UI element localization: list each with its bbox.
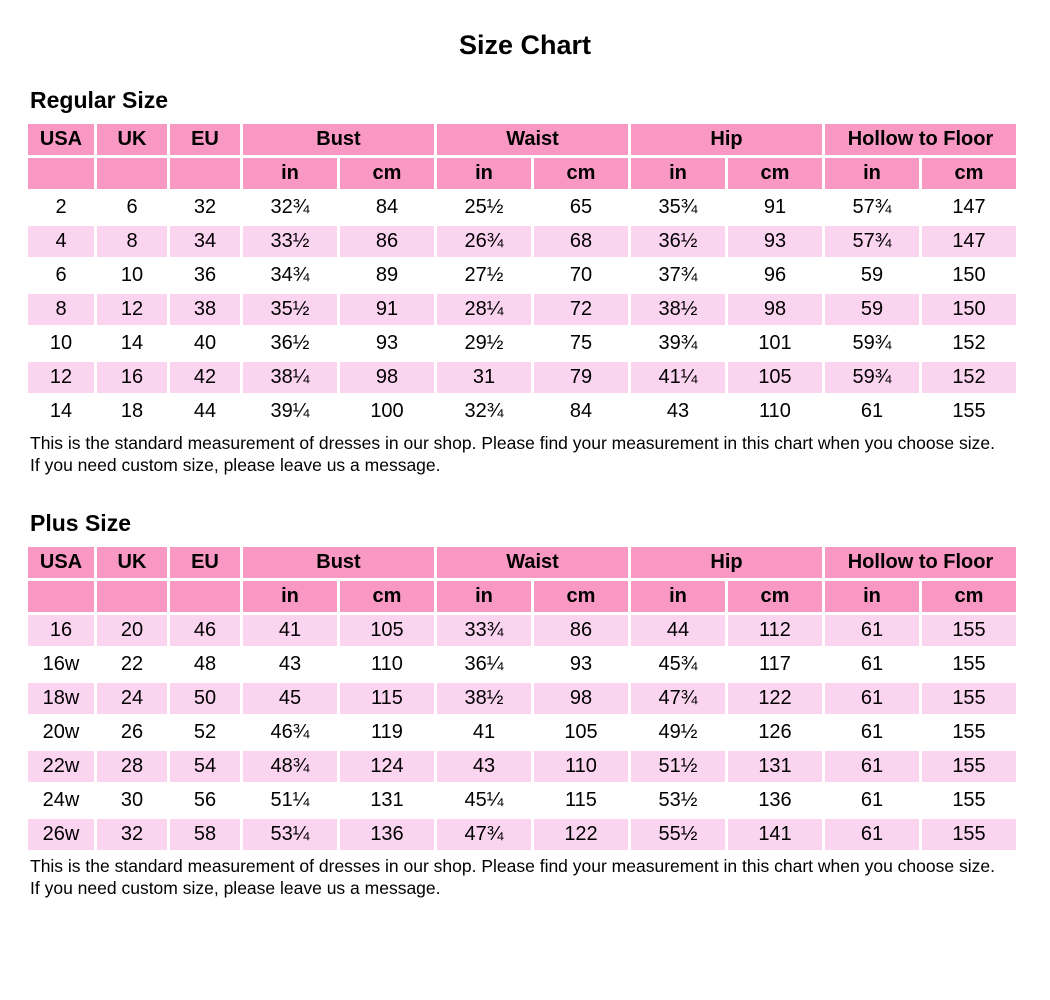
table-header-row bbox=[28, 124, 1016, 155]
table-cell: 45 bbox=[243, 683, 337, 714]
table-cell: 56 bbox=[170, 785, 240, 816]
table-cell: 26 bbox=[97, 717, 167, 748]
unit-header-in: in bbox=[825, 581, 919, 612]
table-cell: 61 bbox=[825, 751, 919, 782]
regular-size-section bbox=[0, 61, 1050, 476]
table-cell: 115 bbox=[340, 683, 434, 714]
unit-header-cm: cm bbox=[534, 158, 628, 189]
table-cell: 115 bbox=[534, 785, 628, 816]
plus-size-section bbox=[0, 476, 1050, 899]
regular-size-heading: Regular Size bbox=[30, 87, 169, 113]
table-cell: 86 bbox=[340, 226, 434, 257]
table-row bbox=[28, 785, 1016, 816]
col-header-eu: EU bbox=[170, 547, 240, 578]
table-cell: 155 bbox=[922, 819, 1016, 850]
table-cell: 46 bbox=[170, 615, 240, 646]
table-row bbox=[28, 260, 1016, 291]
table-cell: 155 bbox=[922, 717, 1016, 748]
table-cell: 147 bbox=[922, 192, 1016, 223]
empty-header-cell bbox=[170, 581, 240, 612]
table-cell: 122 bbox=[728, 683, 822, 714]
table-cell: 100 bbox=[340, 396, 434, 427]
unit-header-cm: cm bbox=[340, 581, 434, 612]
table-cell: 34 bbox=[170, 226, 240, 257]
table-cell: 53½ bbox=[631, 785, 725, 816]
table-cell: 25½ bbox=[437, 192, 531, 223]
table-cell: 43 bbox=[631, 396, 725, 427]
table-cell: 14 bbox=[28, 396, 94, 427]
table-cell: 22w bbox=[28, 751, 94, 782]
col-header-uk: UK bbox=[97, 547, 167, 578]
table-cell: 72 bbox=[534, 294, 628, 325]
table-cell: 22 bbox=[97, 649, 167, 680]
table-row bbox=[28, 396, 1016, 427]
table-cell: 31 bbox=[437, 362, 531, 393]
table-cell: 65 bbox=[534, 192, 628, 223]
table-cell: 155 bbox=[922, 396, 1016, 427]
table-cell: 14 bbox=[97, 328, 167, 359]
unit-header-cm: cm bbox=[534, 581, 628, 612]
table-row bbox=[28, 717, 1016, 748]
table-cell: 119 bbox=[340, 717, 434, 748]
note-line-2: If you need custom size, please leave us a message. bbox=[30, 878, 441, 898]
table-cell: 38¼ bbox=[243, 362, 337, 393]
table-row bbox=[28, 362, 1016, 393]
col-header-hollow-to-floor: Hollow to Floor bbox=[825, 124, 1016, 155]
table-cell: 32¾ bbox=[437, 396, 531, 427]
table-cell: 39¾ bbox=[631, 328, 725, 359]
empty-header-cell bbox=[28, 158, 94, 189]
table-cell: 59¾ bbox=[825, 362, 919, 393]
table-cell: 40 bbox=[170, 328, 240, 359]
table-row bbox=[28, 328, 1016, 359]
empty-header-cell bbox=[28, 581, 94, 612]
col-header-waist: Waist bbox=[437, 547, 628, 578]
plus-size-table bbox=[25, 544, 1019, 853]
table-cell: 155 bbox=[922, 649, 1016, 680]
table-cell: 112 bbox=[728, 615, 822, 646]
table-cell: 152 bbox=[922, 362, 1016, 393]
table-cell: 36½ bbox=[243, 328, 337, 359]
table-cell: 8 bbox=[28, 294, 94, 325]
table-cell: 41 bbox=[437, 717, 531, 748]
table-cell: 24 bbox=[97, 683, 167, 714]
table-cell: 35¾ bbox=[631, 192, 725, 223]
table-cell: 105 bbox=[340, 615, 434, 646]
table-cell: 110 bbox=[728, 396, 822, 427]
table-cell: 141 bbox=[728, 819, 822, 850]
table-row bbox=[28, 226, 1016, 257]
table-cell: 10 bbox=[97, 260, 167, 291]
table-cell: 59¾ bbox=[825, 328, 919, 359]
table-cell: 48 bbox=[170, 649, 240, 680]
table-cell: 101 bbox=[728, 328, 822, 359]
table-cell: 51¼ bbox=[243, 785, 337, 816]
table-cell: 68 bbox=[534, 226, 628, 257]
table-cell: 20 bbox=[97, 615, 167, 646]
table-subheader-row bbox=[28, 581, 1016, 612]
measurement-note bbox=[30, 855, 1050, 899]
col-header-hollow-to-floor: Hollow to Floor bbox=[825, 547, 1016, 578]
table-cell: 136 bbox=[728, 785, 822, 816]
table-cell: 136 bbox=[340, 819, 434, 850]
table-cell: 93 bbox=[340, 328, 434, 359]
table-row bbox=[28, 649, 1016, 680]
table-cell: 36¼ bbox=[437, 649, 531, 680]
table-cell: 105 bbox=[534, 717, 628, 748]
table-cell: 12 bbox=[97, 294, 167, 325]
table-cell: 98 bbox=[340, 362, 434, 393]
table-subheader-row bbox=[28, 158, 1016, 189]
table-cell: 59 bbox=[825, 260, 919, 291]
table-cell: 41 bbox=[243, 615, 337, 646]
table-cell: 38½ bbox=[631, 294, 725, 325]
table-cell: 16w bbox=[28, 649, 94, 680]
table-cell: 43 bbox=[437, 751, 531, 782]
table-cell: 58 bbox=[170, 819, 240, 850]
empty-header-cell bbox=[97, 581, 167, 612]
table-cell: 49½ bbox=[631, 717, 725, 748]
table-cell: 105 bbox=[728, 362, 822, 393]
table-cell: 45¼ bbox=[437, 785, 531, 816]
table-cell: 79 bbox=[534, 362, 628, 393]
table-row bbox=[28, 192, 1016, 223]
table-cell: 150 bbox=[922, 260, 1016, 291]
table-cell: 45¾ bbox=[631, 649, 725, 680]
table-cell: 37¾ bbox=[631, 260, 725, 291]
unit-header-in: in bbox=[437, 581, 531, 612]
unit-header-cm: cm bbox=[340, 158, 434, 189]
table-cell: 28 bbox=[97, 751, 167, 782]
table-cell: 55½ bbox=[631, 819, 725, 850]
table-cell: 155 bbox=[922, 751, 1016, 782]
plus-size-table-body bbox=[28, 615, 1016, 850]
table-cell: 48¾ bbox=[243, 751, 337, 782]
table-cell: 42 bbox=[170, 362, 240, 393]
table-cell: 61 bbox=[825, 717, 919, 748]
table-cell: 61 bbox=[825, 649, 919, 680]
table-cell: 47¾ bbox=[437, 819, 531, 850]
unit-header-cm: cm bbox=[922, 158, 1016, 189]
col-header-waist: Waist bbox=[437, 124, 628, 155]
table-cell: 57¾ bbox=[825, 192, 919, 223]
col-header-uk: UK bbox=[97, 124, 167, 155]
empty-header-cell bbox=[170, 158, 240, 189]
table-cell: 32 bbox=[170, 192, 240, 223]
col-header-hip: Hip bbox=[631, 124, 822, 155]
table-cell: 93 bbox=[728, 226, 822, 257]
table-cell: 20w bbox=[28, 717, 94, 748]
note-line-2: If you need custom size, please leave us a message. bbox=[30, 455, 441, 475]
table-cell: 50 bbox=[170, 683, 240, 714]
table-cell: 75 bbox=[534, 328, 628, 359]
table-cell: 110 bbox=[534, 751, 628, 782]
table-cell: 70 bbox=[534, 260, 628, 291]
table-cell: 44 bbox=[631, 615, 725, 646]
table-cell: 84 bbox=[340, 192, 434, 223]
table-header-row bbox=[28, 547, 1016, 578]
table-cell: 51½ bbox=[631, 751, 725, 782]
table-cell: 117 bbox=[728, 649, 822, 680]
table-cell: 34¾ bbox=[243, 260, 337, 291]
table-cell: 44 bbox=[170, 396, 240, 427]
unit-header-cm: cm bbox=[728, 581, 822, 612]
table-cell: 38 bbox=[170, 294, 240, 325]
table-cell: 16 bbox=[97, 362, 167, 393]
table-cell: 155 bbox=[922, 615, 1016, 646]
unit-header-cm: cm bbox=[922, 581, 1016, 612]
col-header-hip: Hip bbox=[631, 547, 822, 578]
plus-size-heading: Plus Size bbox=[30, 510, 131, 536]
table-cell: 126 bbox=[728, 717, 822, 748]
table-cell: 33½ bbox=[243, 226, 337, 257]
table-cell: 98 bbox=[728, 294, 822, 325]
table-cell: 155 bbox=[922, 683, 1016, 714]
table-cell: 131 bbox=[728, 751, 822, 782]
col-header-bust: Bust bbox=[243, 547, 434, 578]
table-row bbox=[28, 294, 1016, 325]
col-header-usa: USA bbox=[28, 124, 94, 155]
table-cell: 30 bbox=[97, 785, 167, 816]
table-cell: 147 bbox=[922, 226, 1016, 257]
table-cell: 91 bbox=[340, 294, 434, 325]
unit-header-in: in bbox=[825, 158, 919, 189]
table-cell: 12 bbox=[28, 362, 94, 393]
table-cell: 98 bbox=[534, 683, 628, 714]
table-row bbox=[28, 683, 1016, 714]
table-cell: 10 bbox=[28, 328, 94, 359]
table-cell: 29½ bbox=[437, 328, 531, 359]
table-cell: 57¾ bbox=[825, 226, 919, 257]
empty-header-cell bbox=[97, 158, 167, 189]
col-header-bust: Bust bbox=[243, 124, 434, 155]
table-cell: 36 bbox=[170, 260, 240, 291]
table-cell: 61 bbox=[825, 683, 919, 714]
table-cell: 91 bbox=[728, 192, 822, 223]
table-cell: 43 bbox=[243, 649, 337, 680]
table-cell: 6 bbox=[97, 192, 167, 223]
regular-size-table-body bbox=[28, 192, 1016, 427]
col-header-eu: EU bbox=[170, 124, 240, 155]
table-cell: 32 bbox=[97, 819, 167, 850]
table-cell: 46¾ bbox=[243, 717, 337, 748]
table-cell: 2 bbox=[28, 192, 94, 223]
table-cell: 86 bbox=[534, 615, 628, 646]
unit-header-in: in bbox=[631, 581, 725, 612]
table-cell: 54 bbox=[170, 751, 240, 782]
page-title: Size Chart bbox=[458, 30, 592, 60]
table-cell: 152 bbox=[922, 328, 1016, 359]
table-cell: 131 bbox=[340, 785, 434, 816]
table-cell: 47¾ bbox=[631, 683, 725, 714]
table-cell: 53¼ bbox=[243, 819, 337, 850]
table-cell: 39¼ bbox=[243, 396, 337, 427]
table-cell: 8 bbox=[97, 226, 167, 257]
table-cell: 124 bbox=[340, 751, 434, 782]
note-line-1: This is the standard measurement of dresses in our shop. Please find your measurement in this chart when you choose size. bbox=[30, 433, 995, 453]
table-cell: 89 bbox=[340, 260, 434, 291]
table-cell: 84 bbox=[534, 396, 628, 427]
table-cell: 6 bbox=[28, 260, 94, 291]
table-row bbox=[28, 819, 1016, 850]
table-cell: 27½ bbox=[437, 260, 531, 291]
col-header-usa: USA bbox=[28, 547, 94, 578]
table-cell: 61 bbox=[825, 396, 919, 427]
table-cell: 93 bbox=[534, 649, 628, 680]
note-line-1: This is the standard measurement of dresses in our shop. Please find your measurement in this chart when you choose size. bbox=[30, 856, 995, 876]
table-cell: 96 bbox=[728, 260, 822, 291]
table-cell: 26¾ bbox=[437, 226, 531, 257]
table-cell: 24w bbox=[28, 785, 94, 816]
table-cell: 32¾ bbox=[243, 192, 337, 223]
table-cell: 61 bbox=[825, 819, 919, 850]
table-cell: 122 bbox=[534, 819, 628, 850]
table-cell: 18w bbox=[28, 683, 94, 714]
table-cell: 59 bbox=[825, 294, 919, 325]
table-row bbox=[28, 615, 1016, 646]
table-cell: 61 bbox=[825, 785, 919, 816]
table-cell: 28¼ bbox=[437, 294, 531, 325]
table-cell: 155 bbox=[922, 785, 1016, 816]
table-cell: 18 bbox=[97, 396, 167, 427]
table-cell: 35½ bbox=[243, 294, 337, 325]
table-cell: 36½ bbox=[631, 226, 725, 257]
table-cell: 150 bbox=[922, 294, 1016, 325]
table-cell: 52 bbox=[170, 717, 240, 748]
regular-size-table bbox=[25, 121, 1019, 430]
table-cell: 61 bbox=[825, 615, 919, 646]
table-cell: 110 bbox=[340, 649, 434, 680]
table-row bbox=[28, 751, 1016, 782]
table-cell: 38½ bbox=[437, 683, 531, 714]
unit-header-in: in bbox=[243, 581, 337, 612]
table-cell: 33¾ bbox=[437, 615, 531, 646]
measurement-note bbox=[30, 432, 1050, 476]
unit-header-cm: cm bbox=[728, 158, 822, 189]
unit-header-in: in bbox=[437, 158, 531, 189]
unit-header-in: in bbox=[243, 158, 337, 189]
table-cell: 16 bbox=[28, 615, 94, 646]
table-cell: 4 bbox=[28, 226, 94, 257]
table-cell: 41¼ bbox=[631, 362, 725, 393]
unit-header-in: in bbox=[631, 158, 725, 189]
table-cell: 26w bbox=[28, 819, 94, 850]
